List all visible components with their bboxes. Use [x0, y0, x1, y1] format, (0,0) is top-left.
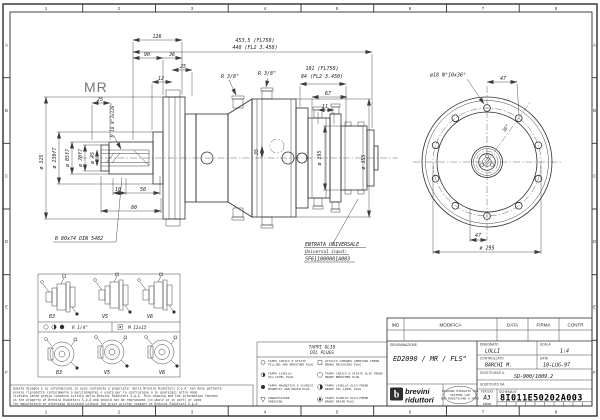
sostituisce-value: SD-900/1009.2	[514, 374, 554, 380]
dim-35: 35	[254, 148, 260, 156]
symbols-left-label: R 1/4"	[72, 326, 88, 331]
grid-col: 4	[263, 6, 267, 11]
plug-label: BRAKE RELEASING PLUG	[325, 362, 362, 367]
grid-col: 6	[408, 6, 412, 11]
plug-label: INGRASSATORE	[268, 395, 290, 400]
grid-row: D	[592, 239, 597, 244]
plugs-title-en: OIL PLUGS	[310, 351, 334, 356]
plug-label: MAGNETIC AND DRAIN PLUG	[268, 387, 310, 392]
disclaimer-line: rivelato senza previo consenso scritto della Brevini Riduttori S.p.A. This drawing and the information thereon	[13, 394, 218, 399]
dim-10: 10	[114, 187, 122, 193]
grid-col: 7	[481, 409, 485, 415]
note-line2: Universal input:	[305, 250, 348, 255]
plug-label: TAPPO LIVELLO	[268, 371, 292, 376]
rev-col-data: DATA	[506, 322, 519, 328]
grid-col: 1	[44, 6, 48, 11]
dim-dia295: ø 295	[479, 245, 495, 252]
sostituito-label: SOSTITUITO DA	[480, 382, 505, 387]
detail-label-v6-top: V6	[147, 314, 154, 320]
plug-label: BRAKE OIL LEVEL PLUG	[325, 387, 362, 392]
scala-value: 1:4	[560, 348, 570, 355]
plug-label: ATTACCO COMANDO APERTURA FRENO	[325, 359, 380, 363]
dim-36: 36	[168, 52, 176, 58]
detail-label-v5-bottom: V5	[104, 370, 111, 376]
grid-row: E	[5, 304, 8, 310]
grid-col: 6	[408, 409, 412, 415]
note-line1: ENTRATA UNIVERSALE	[305, 242, 360, 248]
plug-symbol-filled-icon	[60, 325, 64, 329]
stamp-line: SISTEMA CAD	[450, 392, 470, 397]
dim-80: 80	[130, 205, 138, 211]
denominazione-label: DENOMINAZIONE:	[390, 343, 418, 347]
plug-label: TAPPO CARICO E SFIATO	[268, 359, 306, 363]
grid-row: F	[593, 370, 596, 375]
data-value: 10-LUG-97	[543, 362, 571, 369]
plug-label: FILLING AND BREATHER PLUG	[268, 362, 314, 367]
grid-row: C	[4, 173, 9, 179]
dim-m10-holes: M 10 N°3x120°	[111, 102, 116, 138]
rev-col-modifica: MODIFICA	[439, 322, 462, 328]
sostituisce-label: SOSTITUISCE IL	[480, 371, 505, 375]
plug-label: GREASING	[268, 399, 283, 404]
controllato-label: CONTROLLATO	[480, 356, 504, 361]
dim-dia70: ø 70f7	[78, 148, 84, 168]
detail-label-v5-top: V5	[102, 314, 109, 320]
dim-101: 101 (FL750)	[305, 66, 339, 72]
dim-r38-2: R 3/8"	[258, 71, 277, 77]
detail-label-b3-top: B3	[49, 314, 56, 320]
dim-94: 94 (FL2 3.450)	[300, 74, 344, 80]
dim-25-spline: 25	[96, 97, 104, 103]
plugs-title-it: TAPPI OLIO	[308, 345, 336, 351]
foglio-label: FOGLIO	[480, 389, 494, 394]
plug-label: TAPPO MAGNETICO E SCARICO	[268, 383, 314, 388]
dim-r38-1: R 3/8"	[221, 74, 240, 80]
note-line3: SF611000001A003	[305, 256, 351, 263]
dim-dia85: ø 85f7	[65, 148, 71, 168]
grid-row: B	[593, 108, 596, 113]
disclaimer-line: essere riprodotto (interamente o parzialmente) o usato per la costruzione o in qualsiasi altro modo	[13, 390, 198, 395]
stamp-line: NON MODIFICARE A MANO	[441, 396, 479, 401]
logo-riduttori: riduttori	[405, 395, 434, 405]
grid-row: D	[4, 239, 9, 244]
dim-50: 50	[139, 187, 147, 193]
dim-dia230: ø 230f7	[52, 147, 58, 169]
stamp-line: DISEGNO ESEGUITO CON	[441, 389, 479, 393]
grid-row: F	[5, 370, 8, 375]
dim-dia195: ø 195	[317, 150, 323, 166]
dim-dia325: ø 325	[39, 154, 45, 170]
grid-col: 5	[335, 409, 339, 415]
symbols-right-label: M 12x15	[128, 326, 147, 331]
scala-label: SCALA	[540, 342, 551, 347]
grid-col: 4	[263, 409, 267, 415]
grid-col: 2	[117, 409, 121, 415]
grid-col: 3	[190, 6, 194, 11]
foglio-value: A3	[483, 394, 491, 402]
logo-brevini: brevini	[405, 387, 430, 396]
disclaimer-line: Questo disegno e le informazioni in esso contenute e'proprieta' della Brevini Riduttori S.p.A: non deve pertanto	[13, 386, 222, 391]
indice-label: Indice	[482, 401, 492, 406]
dim-25-top: 25	[179, 64, 187, 70]
grid-col: 7	[481, 6, 485, 11]
disclaimer-line: is the property of Brevini Riduttori S.p.A and should not be reproduced (in whole or in part) or used	[13, 398, 202, 402]
dim-dia45: ø 45	[90, 151, 96, 165]
schema-number: 8I011E50202A003	[500, 393, 583, 404]
dim-dia355: ø 355	[361, 154, 367, 170]
grid-col: 2	[117, 6, 121, 11]
dim-angle-36: 36°	[502, 124, 511, 134]
dim-126: 126	[152, 34, 162, 40]
grid-row: C	[592, 173, 597, 179]
disegnato-label: DISEGNATO	[480, 342, 499, 347]
dim-47-bottom: 47	[474, 233, 482, 239]
detail-label-v6-bottom: V6	[159, 370, 166, 376]
denominazione-value: ED2090 / MR / FLS"	[393, 355, 467, 363]
rev-col-contr: CONTR	[567, 322, 584, 328]
dim-67: 67	[324, 91, 332, 97]
dim-4535: 453.5 (FL750)	[235, 38, 275, 44]
logo-b-mark-icon: b	[393, 389, 400, 401]
dim-11: 11	[321, 104, 329, 110]
plug-label: TAPPO LIVELLO OLIO FRENO	[325, 383, 369, 388]
plug-label: BRAKE DRAIN PLUG	[325, 399, 354, 404]
grid-row: A	[593, 42, 596, 48]
rev-col-ind: IND	[391, 322, 400, 328]
grid-row: E	[593, 304, 596, 310]
controllato-value: BARCHI M.	[485, 362, 513, 369]
data-label: DATA	[540, 356, 549, 361]
grid-col: 1	[44, 409, 48, 415]
dim-12: 12	[157, 76, 165, 82]
plug-label: TAPPO SCARICO OLIO FRENO	[325, 396, 369, 400]
dim-47-top: 47	[499, 76, 507, 82]
dim-spline-note: B 80x74 DIN 5482	[55, 236, 104, 242]
view-label-mr: MR	[84, 79, 108, 95]
grid-col: 5	[335, 6, 339, 11]
disclaimer-line: for manufacture or otherwise disclosed without the prior written consent of Brevini Riduttori S.p.A.	[13, 401, 200, 406]
dim-90: 90	[143, 52, 151, 58]
grid-col: 8	[554, 409, 558, 415]
detail-label-b3-bottom: B3	[56, 370, 63, 376]
grid-row: B	[5, 108, 8, 113]
rev-col-firma: FIRMA	[536, 322, 551, 328]
plug-label: TAPPO CARICO E SFIATO OLIO FRENO	[325, 371, 383, 376]
plug-label: OIL LEVEL PLUG	[268, 374, 294, 379]
plug-filled-icon	[261, 385, 265, 389]
dim-bolt-holes: ø18 N°10x36°	[429, 72, 467, 79]
grid-row: A	[5, 42, 8, 48]
grid-col: 8	[554, 6, 558, 11]
grid-col: 3	[190, 409, 194, 415]
plug-label: BRAKE BREATHER PLUG	[325, 374, 360, 379]
disegnato-value: LOLLI	[485, 348, 501, 355]
schema-label: SCHEMA N°	[499, 390, 517, 394]
dim-440: 440 (FL2 3.450)	[232, 45, 278, 51]
